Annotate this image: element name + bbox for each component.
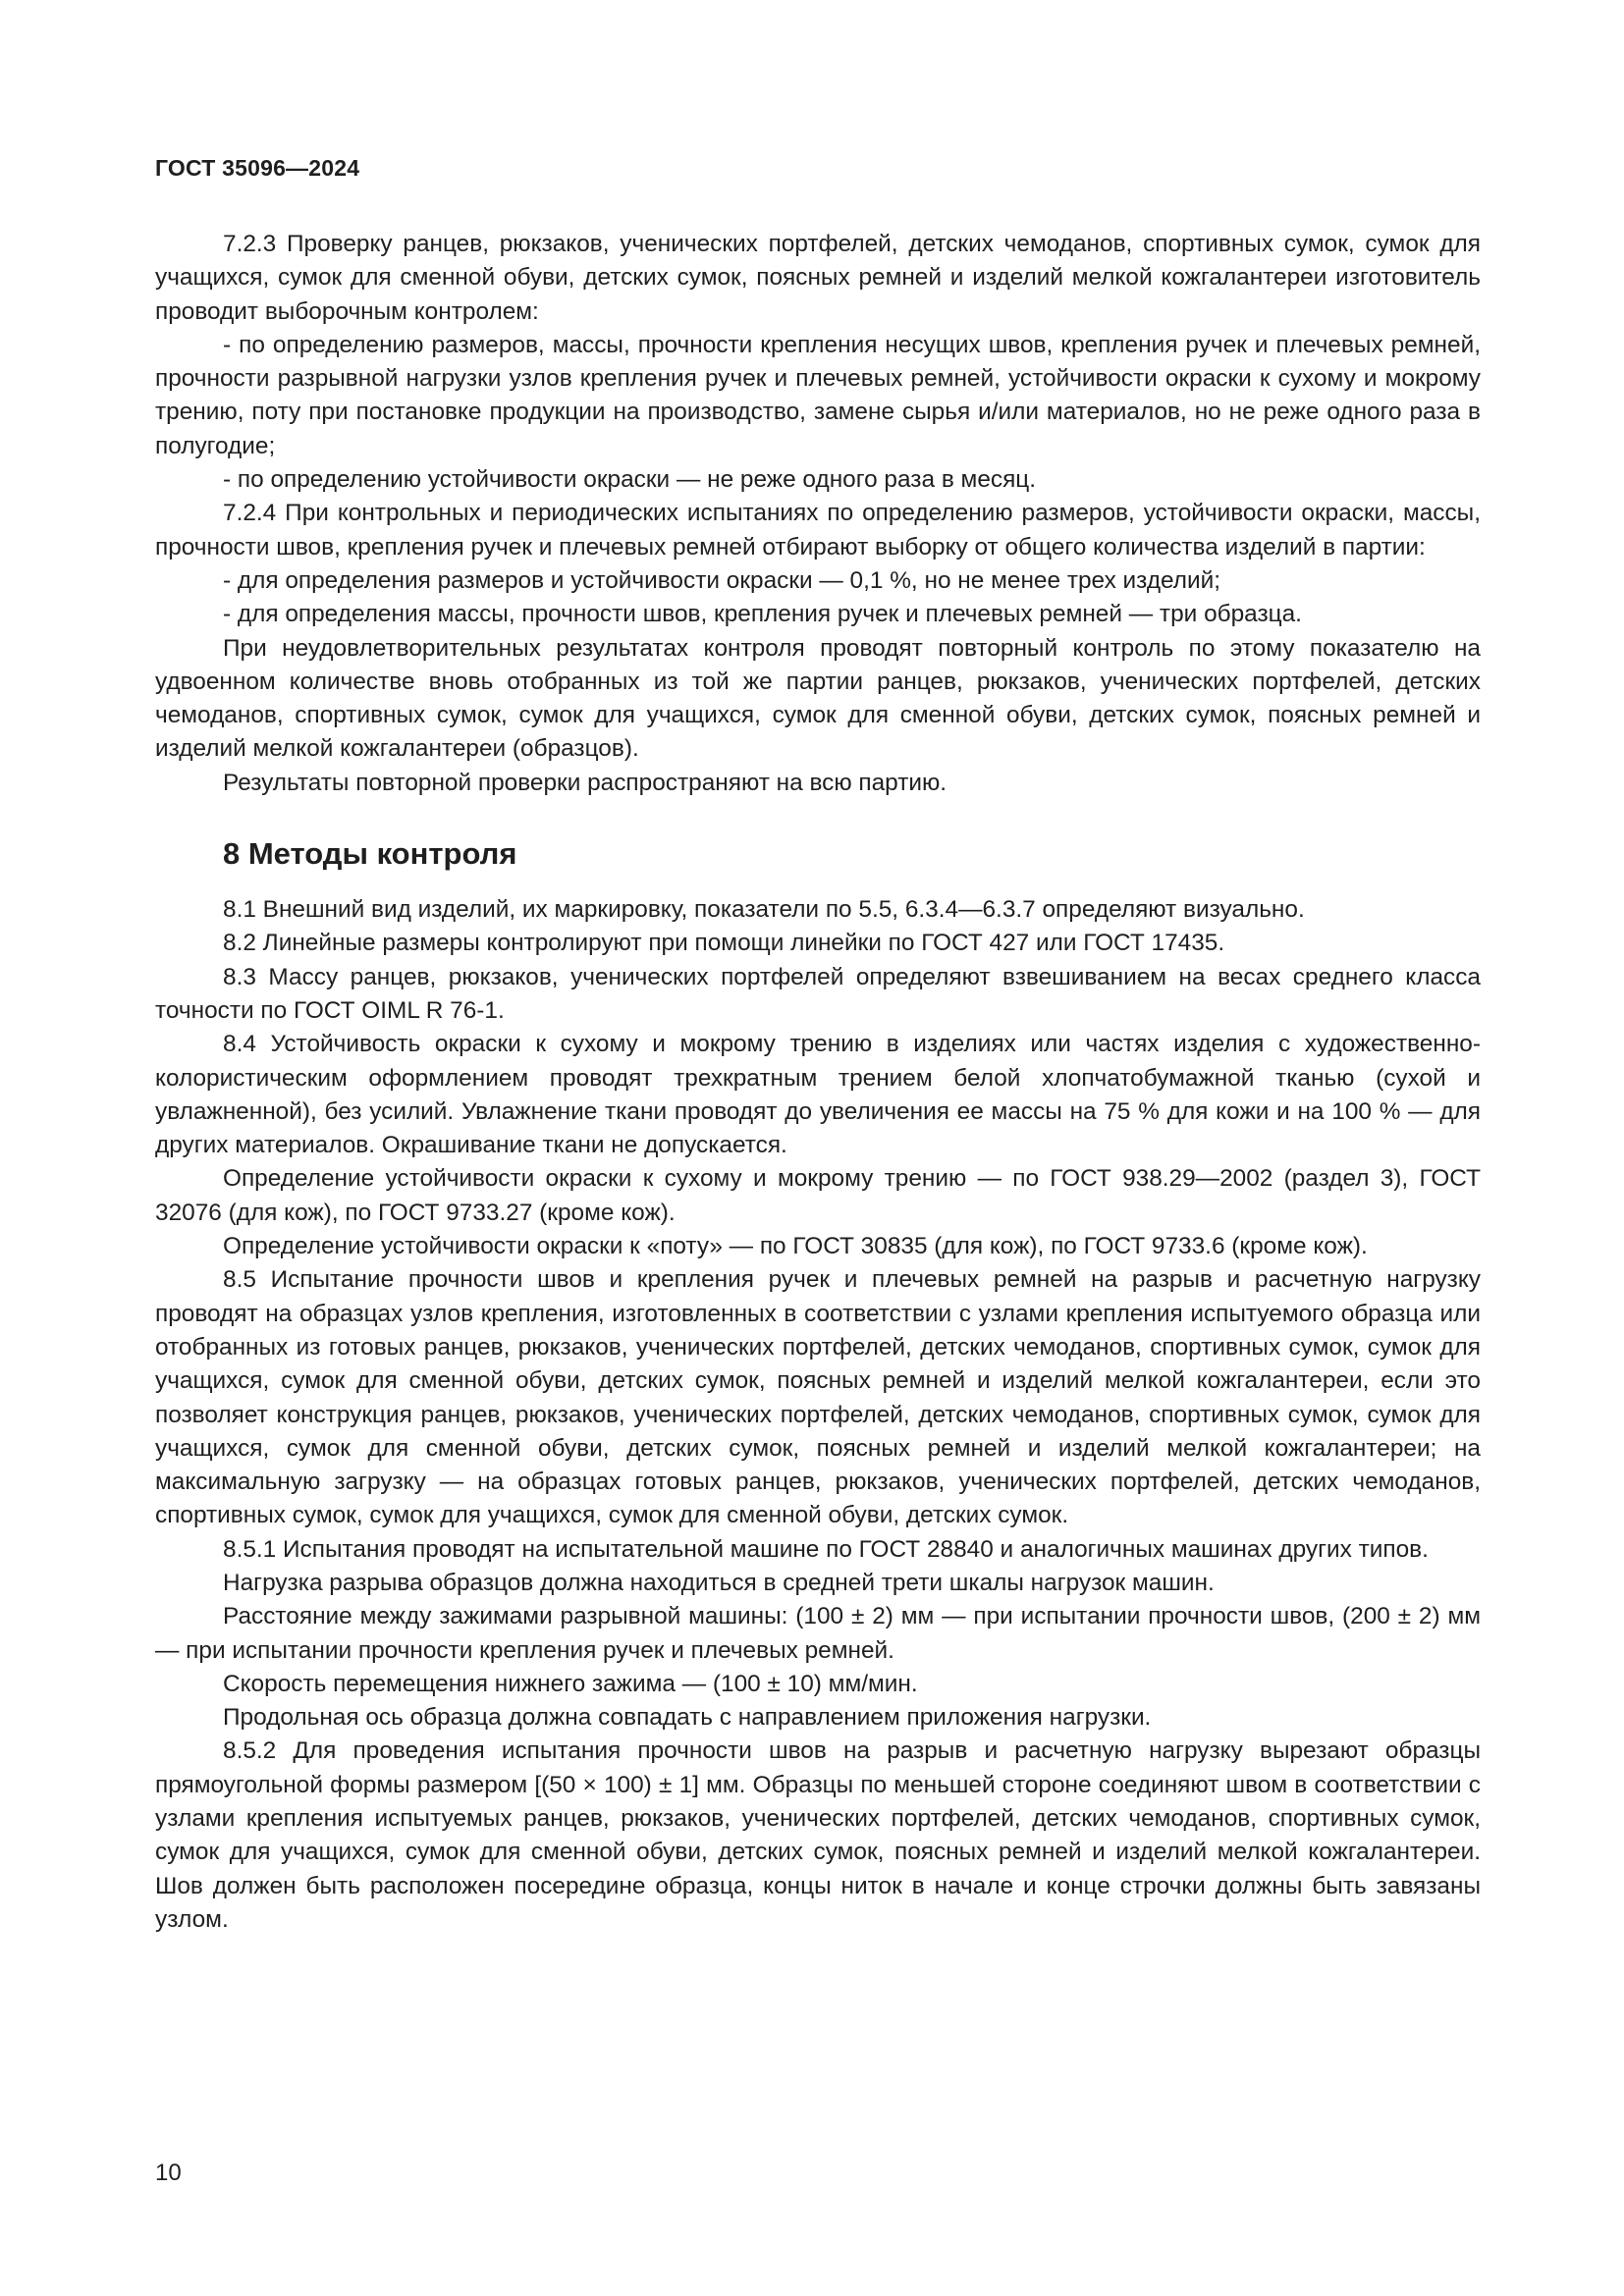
paragraph-8-3: 8.3 Массу ранцев, рюкзаков, ученических портфелей определяют взвешиванием на весах среднего класса точности по ГОСТ OIML R 76-1. (155, 963, 1481, 1024)
page-number: 10 (155, 2160, 182, 2186)
paragraph-8-1: 8.1 Внешний вид изделий, их маркировку, показатели по 5.5, 6.3.4—6.3.7 определяют визуально. (223, 896, 1305, 924)
list-item-sample-size-mass: - для определения массы, прочности швов, крепления ручек и плечевых ремней — три образца. (223, 601, 1302, 628)
section-8-content (155, 893, 1481, 1937)
list-item-sampling-size-mass: - по определению размеров, массы, прочности крепления несущих швов, крепления ручек и плечевых ремней, прочности разрывной нагрузки узлов крепления ручек и плечевых ремней, устойчивости окраски к сухому и мокрому трению, поту при постановке продукции на производство, замене сырья и/или материалов, но не реже одного раза в полугодие; (155, 331, 1481, 459)
paragraph-8-5-1-speed: Скорость перемещения нижнего зажима — (100 ± 10) мм/мин. (223, 1670, 918, 1697)
document-body (155, 228, 1481, 1937)
paragraph-8-5-1-axis: Продольная ось образца должна совпадать с направлением приложения нагрузки. (223, 1704, 1152, 1732)
paragraph-7-2-4: 7.2.4 При контрольных и периодических испытаниях по определению размеров, устойчивости окраски, массы, прочности швов, крепления ручек и плечевых ремней отбирают выборку от общего количества изделий в партии: (155, 500, 1481, 561)
section-7-continuation (155, 228, 1481, 800)
paragraph-8-4-sweat: Определение устойчивости окраски к «поту» — по ГОСТ 30835 (для кож), по ГОСТ 9733.6 (кроме кож). (223, 1233, 1368, 1260)
paragraph-repeat-control: При неудовлетворительных результатах контроля проводят повторный контроль по этому показателю на удвоенном количестве вновь отобранных из той же партии ранцев, рюкзаков, ученических портфелей, детских чемоданов, спортивных сумок, сумок для учащихся, сумок для сменной обуви, детских сумок, поясных ремней и изделий мелкой кожгалантереи (образцов). (155, 634, 1481, 763)
paragraph-8-4-rubbing: Определение устойчивости окраски к сухому и мокрому трению — по ГОСТ 938.29—2002 (раздел 3), ГОСТ 32076 (для кож), по ГОСТ 9733.27 (кроме кож). (155, 1165, 1481, 1226)
paragraph-7-2-3: 7.2.3 Проверку ранцев, рюкзаков, ученических портфелей, детских чемоданов, спортивных сумок, сумок для учащихся, сумок для сменной обуви, детских сумок, поясных ремней и изделий мелкой кожгалантереи изготовитель проводит выборочным контролем: (155, 231, 1481, 325)
paragraph-8-5-2: 8.5.2 Для проведения испытания прочности швов на разрыв и расчетную нагрузку вырезают образцы прямоугольной формы размером [(50 × 100) ± 1] мм. Образцы по меньшей стороне соединяют швом в соответствии с узлами крепления испытуемых ранцев, рюкзаков, ученических портфелей, детских чемоданов, спортивных сумок, сумок для учащихся, сумок для сменной обуви, детских сумок, поясных ремней и изделий мелкой кожгалантереи. Шов должен быть расположен посередине образца, концы ниток в начале и конце строчки должны быть завязаны узлом. (155, 1737, 1481, 1933)
paragraph-8-5-1: 8.5.1 Испытания проводят на испытательной машине по ГОСТ 28840 и аналогичных машинах других типов. (223, 1535, 1429, 1563)
paragraph-8-5-1-load: Нагрузка разрыва образцов должна находиться в средней трети шкалы нагрузок машин. (223, 1569, 1215, 1596)
paragraph-8-4: 8.4 Устойчивость окраски к сухому и мокрому трению в изделиях или частях изделия с художественно-колористическим оформлением проводят трехкратным трением белой хлопчатобумажной тканью (сухой и увлажненной), без усилий. Увлажнение ткани проводят до увеличения ее массы на 75 % для кожи и на 100 % — для других материалов. Окрашивание ткани не допускается. (155, 1031, 1481, 1159)
paragraph-8-2: 8.2 Линейные размеры контролируют при помощи линейки по ГОСТ 427 или ГОСТ 17435. (223, 930, 1225, 957)
list-item-sample-size-dimensions: - для определения размеров и устойчивости окраски — 0,1 %, но не менее трех изделий; (223, 566, 1221, 594)
list-item-sampling-color-fastness: - по определению устойчивости окраски — не реже одного раза в месяц. (223, 466, 1037, 494)
paragraph-repeat-results: Результаты повторной проверки распространяют на всю партию. (223, 769, 947, 796)
document-header-code: ГОСТ 35096—2024 (155, 155, 360, 181)
paragraph-8-5-1-distance: Расстояние между зажимами разрывной машины: (100 ± 2) мм — при испытании прочности швов, (200 ± 2) мм — при испытании прочности крепления ручек и плечевых ремней. (155, 1603, 1481, 1664)
paragraph-8-5: 8.5 Испытание прочности швов и крепления ручек и плечевых ремней на разрыв и расчетную нагрузку проводят на образцах узлов крепления, изготовленных в соответствии с узлами крепления испытуемого образца или отобранных из готовых ранцев, рюкзаков, ученических портфелей, детских чемоданов, спортивных сумок, сумок для учащихся, сумок для сменной обуви, детских сумок, поясных ремней и изделий мелкой кожгалантереи, если это позволяет конструкция ранцев, рюкзаков, ученических портфелей, детских чемоданов, спортивных сумок, сумок для учащихся, сумок для сменной обуви, детских сумок, поясных ремней и изделий мелкой кожгалантереи; на максимальную загрузку — на образцах готовых ранцев, рюкзаков, ученических портфелей, детских чемоданов, спортивных сумок, сумок для учащихся, сумок для сменной обуви, детских сумок. (155, 1266, 1481, 1529)
section-8-title: 8 Методы контроля (223, 836, 517, 872)
